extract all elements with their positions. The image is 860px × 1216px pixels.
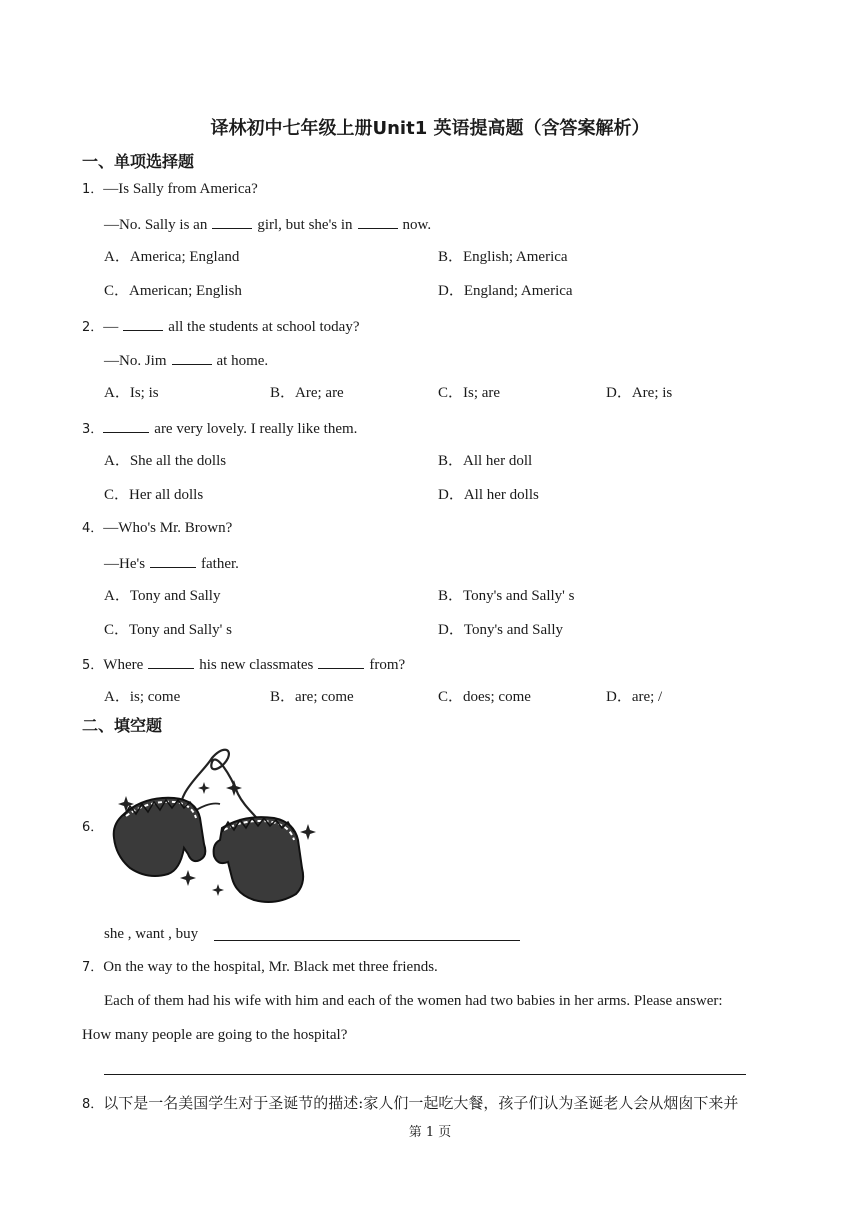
answer-blank[interactable] — [212, 214, 252, 229]
option-a[interactable]: A．America; England — [104, 249, 240, 265]
question-4-stem — [82, 519, 232, 538]
question-1-line2 — [104, 214, 431, 234]
question-text: Where — [103, 657, 144, 673]
option-b[interactable]: B．English; America — [438, 249, 568, 265]
question-text: father. — [201, 556, 239, 572]
question-text: girl, but she's in — [257, 217, 353, 233]
option-b[interactable]: B．Tony's and Sally' s — [438, 588, 575, 604]
question-text: —He's — [104, 556, 146, 572]
option-d[interactable]: D．England; America — [438, 283, 573, 299]
section-heading-fill-in: 二、填空题 — [82, 716, 163, 735]
option-c[interactable]: C．Tony and Sally' s — [104, 622, 232, 638]
question-text: 以下是一名美国学生对于圣诞节的描述:家人们一起吃大餐，孩子们认为圣诞老人会从烟囱下来并 — [103, 1094, 739, 1112]
question-4-line2 — [104, 553, 239, 573]
question-number: 6． — [82, 820, 104, 835]
question-text: his new classmates — [199, 657, 314, 673]
question-3-stem — [82, 418, 357, 439]
option-b[interactable]: B．All her doll — [438, 453, 533, 469]
answer-blank[interactable] — [172, 350, 212, 365]
question-text: all the students at school today? — [168, 319, 360, 335]
question-text: On the way to the hospital, Mr. Black met three friends. — [103, 959, 438, 975]
question-text: —Who's Mr. Brown? — [103, 520, 233, 536]
question-text: — — [103, 319, 119, 335]
page-number: 第 1 页 — [408, 1125, 452, 1140]
question-text: —No. Jim — [104, 353, 167, 369]
question-text: at home. — [216, 353, 269, 369]
question-8-stem — [82, 1094, 738, 1114]
question-number: 3． — [82, 422, 104, 437]
question-text: —No. Sally is an — [104, 217, 208, 233]
question-5-stem — [82, 654, 405, 675]
option-c[interactable]: C．Is; are — [438, 385, 501, 401]
option-a[interactable]: A．Tony and Sally — [104, 588, 221, 604]
mittens-image — [104, 744, 320, 906]
option-c[interactable]: C．Her all dolls — [104, 487, 204, 503]
question-6-number — [82, 818, 103, 837]
option-c[interactable]: C．does; come — [438, 689, 531, 705]
answer-blank[interactable] — [123, 316, 163, 331]
question-number: 2． — [82, 320, 104, 335]
question-6-prompt — [104, 925, 198, 943]
option-b[interactable]: B．are; come — [270, 689, 354, 705]
question-1-stem — [82, 180, 258, 199]
question-text: she , want , buy — [104, 926, 199, 942]
mittens-icon — [104, 744, 320, 906]
question-number: 7． — [82, 960, 104, 975]
question-text: are very lovely. I really like them. — [154, 421, 358, 437]
option-b[interactable]: B．Are; are — [270, 385, 344, 401]
question-text: from? — [369, 657, 406, 673]
question-7-line2: Each of them had his wife with him and each of the women had two babies in her arms. Please answer: — [104, 993, 723, 1009]
page-title: 译林初中七年级上册Unit1 英语提高题（含答案解析） — [210, 118, 650, 139]
question-text: now. — [402, 217, 432, 233]
answer-blank[interactable] — [150, 553, 196, 568]
question-2-stem — [82, 316, 360, 337]
option-a[interactable]: A．She all the dolls — [104, 453, 227, 469]
question-number: 4． — [82, 521, 104, 536]
answer-blank[interactable] — [148, 654, 194, 669]
answer-blank[interactable] — [358, 214, 398, 229]
question-2-line2 — [104, 350, 268, 370]
question-text: —Is Sally from America? — [103, 181, 258, 197]
option-a[interactable]: A．Is; is — [104, 385, 159, 401]
answer-blank[interactable] — [318, 654, 364, 669]
option-c[interactable]: C．American; English — [104, 283, 242, 299]
question-number: 8． — [82, 1097, 104, 1112]
answer-blank[interactable] — [103, 418, 149, 433]
question-number: 1． — [82, 182, 104, 197]
option-a[interactable]: A．is; come — [104, 689, 181, 705]
option-d[interactable]: D．Are; is — [606, 385, 673, 401]
answer-line[interactable] — [104, 1074, 746, 1075]
answer-line[interactable] — [214, 940, 520, 941]
question-7-stem — [82, 958, 438, 977]
option-d[interactable]: D．Tony's and Sally — [438, 622, 563, 638]
option-d[interactable]: D．All her dolls — [438, 487, 539, 503]
question-7-line3: How many people are going to the hospital? — [82, 1027, 348, 1043]
section-heading-multiple-choice: 一、单项选择题 — [82, 152, 195, 171]
option-d[interactable]: D．are; / — [606, 689, 663, 705]
question-number: 5． — [82, 658, 104, 673]
